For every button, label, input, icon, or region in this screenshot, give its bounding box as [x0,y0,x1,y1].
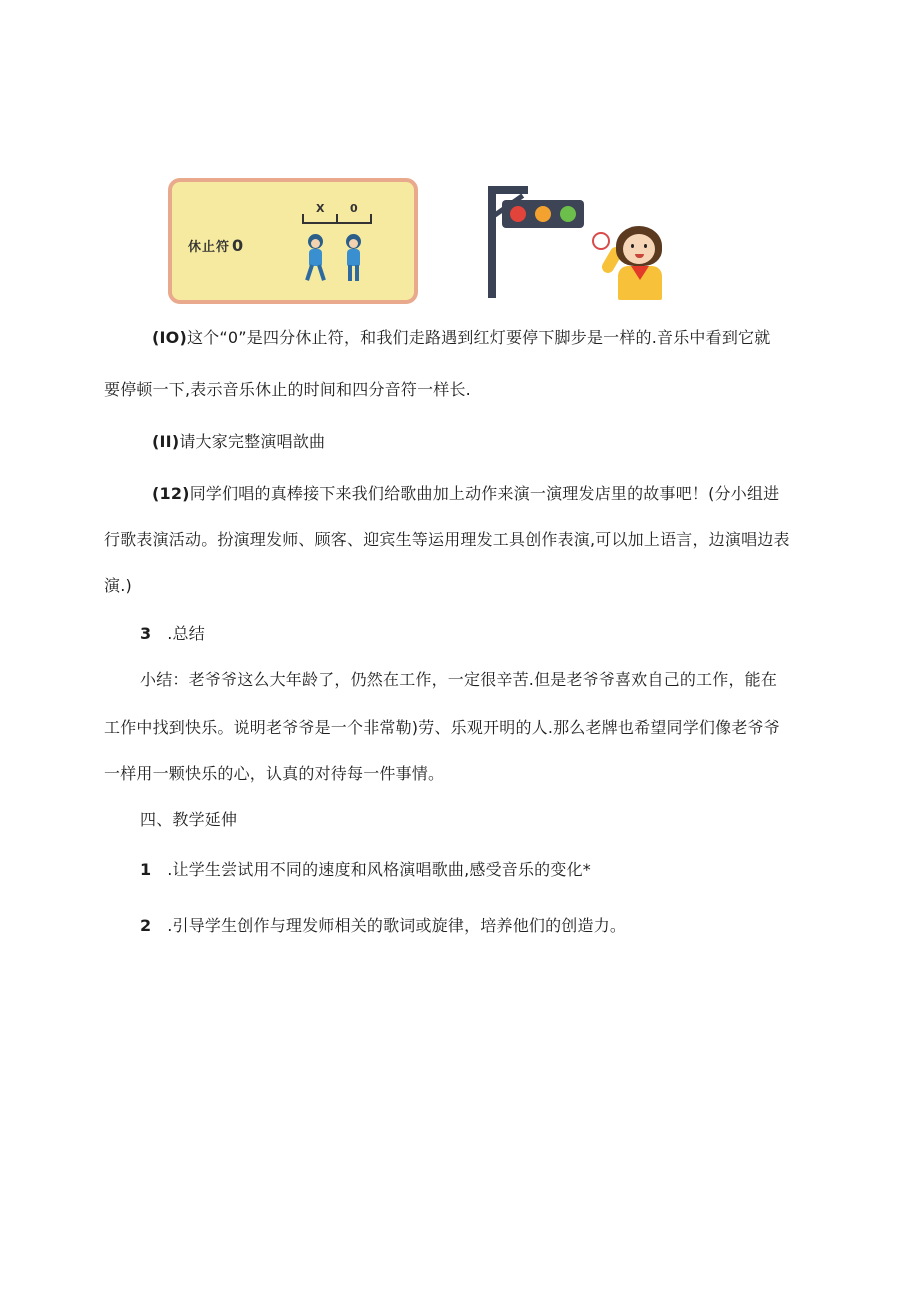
section-3-heading [140,624,205,644]
extension-item-1 [140,860,591,880]
rest-symbol-zero: 0 [232,236,245,255]
paragraph-10-number: (IO) [152,328,187,347]
paragraph-12-line1 [152,484,779,504]
standing-child-figure [344,234,364,282]
item-1-text: .让学生尝试用不同的速度和风格演唱歌曲,感受音乐的变化* [167,860,591,879]
summary-line3: 一样用一颗快乐的心，认真的对待每一件事情。 [104,764,445,783]
beat-mark-zero: 0 [350,202,358,215]
section-4-heading: 四、教学延伸 [140,810,238,829]
signal-paddle-icon [592,232,610,250]
signal-pole-top [488,186,528,194]
extension-item-2 [140,916,626,936]
paragraph-11-text: 请大家完整演唱歆曲 [179,432,326,451]
summary-line1: 小结：老爷爷这么大年龄了，仍然在工作，一定很辛苦.但是老爷爷喜欢自己的工作，能在 [140,670,778,689]
item-2-number: 2 [140,916,152,935]
rest-label-text: 休止符 [188,240,231,255]
traffic-light-illustration [484,186,680,306]
girl-figure [606,226,674,302]
paragraph-12-line3: 演.) [104,576,132,595]
rest-symbol-illustration [168,178,418,304]
summary-line2: 工作中找到快乐。说明老爷爷是一个非常勒)劳、乐观开明的人.那么老牌也希望同学们像老爷爷 [104,718,780,737]
paragraph-10-line1 [152,328,770,348]
paragraph-12-line2: 行歌表演活动。扮演理发师、顾客、迎宾生等运用理发工具创作表演,可以加上语言，边演唱边表 [104,530,790,549]
paragraph-10-text: 这个“0”是四分休止符，和我们走路遇到红灯要停下脚步是一样的.音乐中看到它就 [186,328,771,347]
paragraph-11-number: (II) [152,432,180,451]
yellow-lamp-icon [535,206,551,222]
paragraph-10-line2: 要停顿一下,表示音乐休止的时间和四分音符一样长. [104,380,471,399]
paragraph-12-number: (12) [152,484,190,503]
item-2-text: .引导学生创作与理发师相关的歌词或旋律，培养他们的创造力。 [167,916,627,935]
green-lamp-icon [560,206,576,222]
paragraph-12-text: 同学们唱的真棒接下来我们给歌曲加上动作来演一演理发店里的故事吧！(分小组进 [189,484,780,503]
beat-line [302,222,372,224]
red-lamp-icon [510,206,526,222]
walking-child-figure [306,234,326,282]
item-1-number: 1 [140,860,152,879]
traffic-light-box [502,200,584,228]
paragraph-11 [152,432,325,452]
rest-symbol-label [188,236,244,255]
signal-pole [488,186,496,298]
section-3-title: .总结 [167,624,205,643]
beat-mark-x: X [316,202,325,215]
section-3-number: 3 [140,624,152,643]
